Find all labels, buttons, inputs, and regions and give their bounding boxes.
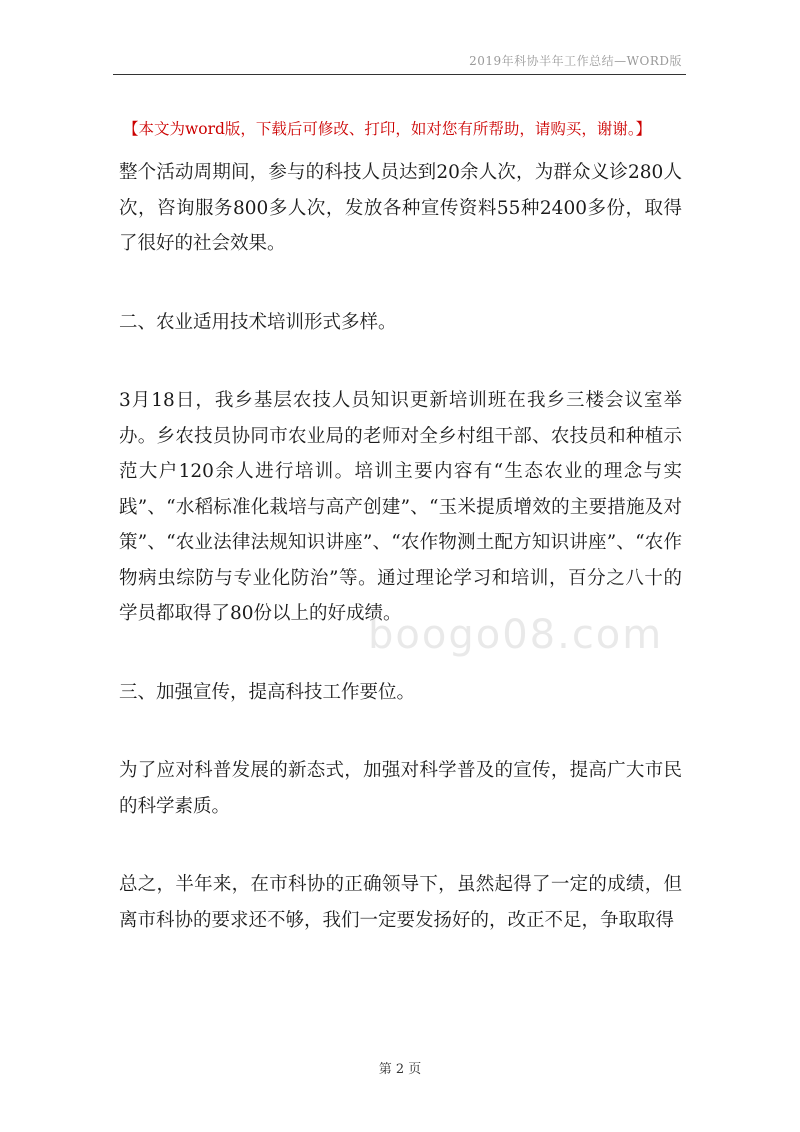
body-paragraph: 整个活动周期间，参与的科技人员达到20余人次，为群众义诊280人次，咨询服务800多人次，发放各种宣传资料55种2400多份，取得了很好的社会效果。 <box>119 162 682 254</box>
section-heading: 三、加强宣传，提高科技工作要位。 <box>119 681 416 703</box>
running-header: 2019年科协半年工作总结—WORD版 <box>469 54 682 68</box>
body-paragraph: 为了应对科普发展的新态式，加强对科学普及的宣传，提高广大市民的科学素质。 <box>119 760 682 817</box>
header-rule <box>113 74 686 75</box>
body-paragraph: 总之，半年来，在市科协的正确领导下，虽然起得了一定的成绩，但离市科协的要求还不够，我们一定要发扬好的，改正不足，争取取得 <box>119 874 682 931</box>
body-paragraph: 3月18日，我乡基层农技人员知识更新培训班在我乡三楼会议室举办。乡农技员协同市农业局的老师对全乡村组干部、农技员和种植示范大户120余人进行培训。培训主要内容有“生态农业的理念与实践”、“水稻标准化栽培与高产创建”、“玉米提质增效的主要措施及对策”、“农业法律法规知识讲座”、“农作物测土配方知识讲座”、“农作物病虫综防与专业化防治”等。通过理论学习和培训，百分之八十的学员都取得了80份以上的好成绩。 <box>119 390 682 624</box>
page-number: 第 2 页 <box>378 1062 422 1077</box>
watermark: boogo08.com <box>368 612 664 658</box>
download-notice: 【本文为word版，下载后可修改、打印，如对您有所帮助，请购买，谢谢。】 <box>123 120 652 138</box>
section-heading: 二、农业适用技术培训形式多样。 <box>119 311 397 333</box>
document-body <box>119 155 682 938</box>
